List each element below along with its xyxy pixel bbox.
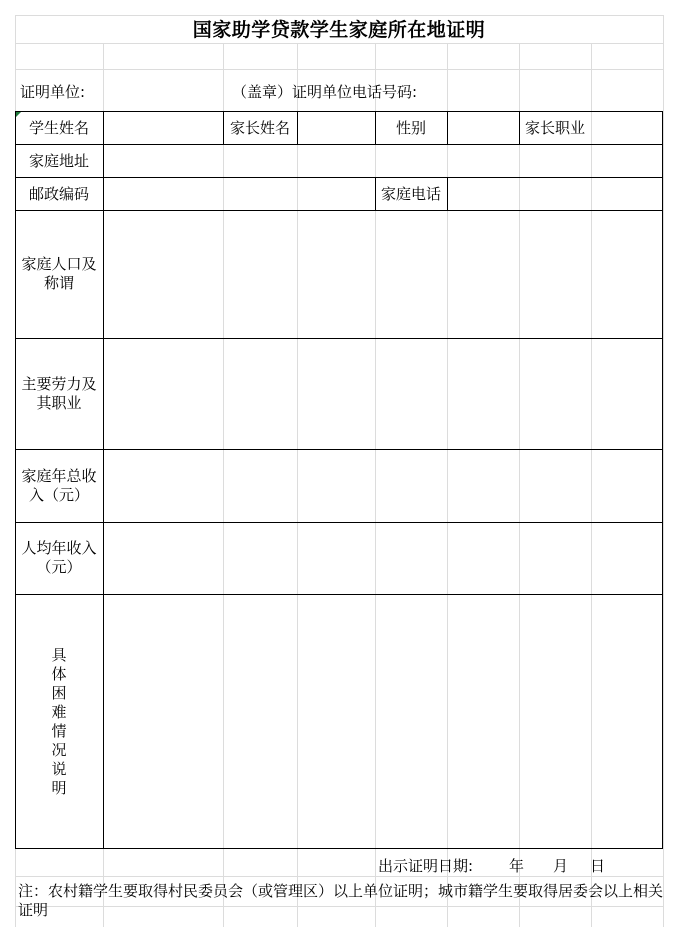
gridline xyxy=(15,69,663,70)
gridline xyxy=(663,15,664,927)
parent-name-field[interactable] xyxy=(298,112,375,144)
per-capita-income-field[interactable] xyxy=(104,523,662,594)
home-phone-field[interactable] xyxy=(448,178,662,210)
gridline xyxy=(15,876,663,877)
main-labor-label xyxy=(15,338,103,449)
home-address-field[interactable] xyxy=(104,145,662,177)
student-name-field[interactable] xyxy=(104,112,223,144)
difficulty-char: 况 xyxy=(51,740,67,759)
annual-income-label xyxy=(15,449,103,522)
difficulty-char: 具 xyxy=(51,645,67,664)
postcode-label: 邮政编码 xyxy=(28,184,89,203)
annual-income-label-line1: 家庭年总收 xyxy=(21,466,97,485)
student-name-label: 学生姓名 xyxy=(28,118,89,137)
annual-income-field[interactable] xyxy=(104,450,662,522)
date-year-label: 年 xyxy=(509,857,525,875)
family-members-field[interactable] xyxy=(104,211,662,338)
difficulty-char: 情 xyxy=(51,721,67,740)
date-month-label: 月 xyxy=(553,857,569,875)
date-day-label: 日 xyxy=(590,857,606,875)
main-labor-field[interactable] xyxy=(104,339,662,449)
parent-job-label: 家长职业 xyxy=(524,118,585,137)
stamp-and-phone-label: （盖章）证明单位电话号码: xyxy=(232,83,418,101)
home-address-label: 家庭地址 xyxy=(28,151,89,170)
difficulty-char: 说 xyxy=(51,759,67,778)
family-members-label-line1: 家庭人口及 xyxy=(21,255,97,273)
difficulty-description-field[interactable] xyxy=(104,595,662,848)
difficulty-char: 明 xyxy=(51,778,67,797)
parent-name-label: 家长姓名 xyxy=(229,118,290,137)
per-capita-income-label-line1: 人均年收入 xyxy=(21,539,97,557)
certificate-date-label: 出示证明日期: xyxy=(378,857,474,875)
parent-job-field[interactable] xyxy=(591,112,662,144)
difficulty-char: 困 xyxy=(51,683,67,702)
main-labor-label-line1: 主要劳力及 xyxy=(21,374,97,393)
family-members-label-line2: 称谓 xyxy=(43,274,74,292)
difficulty-char: 体 xyxy=(51,664,67,683)
gender-field[interactable] xyxy=(448,112,519,144)
postcode-field[interactable] xyxy=(104,178,375,210)
family-members-label xyxy=(15,210,103,338)
home-phone-label: 家庭电话 xyxy=(380,184,441,203)
annual-income-label-line2: 入（元） xyxy=(28,485,89,504)
difficulty-char: 难 xyxy=(51,702,67,721)
difficulty-description-label xyxy=(15,594,103,849)
gender-label: 性别 xyxy=(395,118,426,137)
per-capita-income-label-line2: （元） xyxy=(36,558,82,576)
page-title: 国家助学贷款学生家庭所在地证明 xyxy=(192,19,486,41)
footnote: 注：农村籍学生要取得村民委员会（或管理区）以上单位证明；城市籍学生要取得居委会以上相关证明 xyxy=(18,882,664,919)
per-capita-income-label xyxy=(15,522,103,594)
main-labor-label-line2: 其职业 xyxy=(36,393,82,412)
certifying-unit-label: 证明单位: xyxy=(20,83,86,101)
